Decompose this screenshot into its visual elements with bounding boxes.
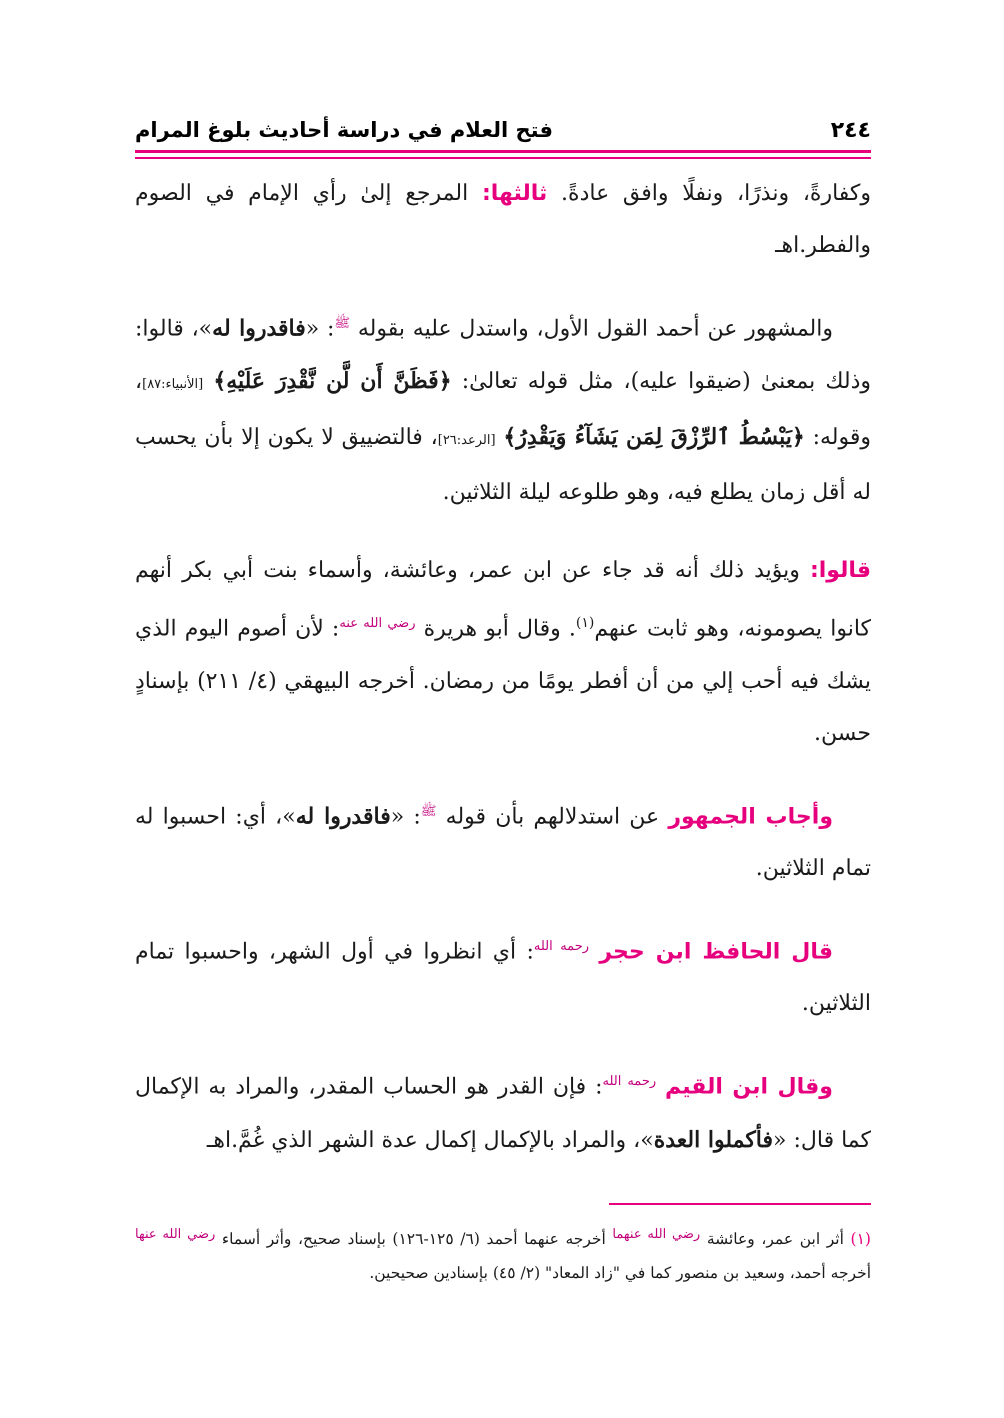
footnotes (135, 1218, 871, 1290)
header-rule-thick (135, 150, 871, 153)
footnote-separator (609, 1203, 871, 1205)
text: »، والمراد بالإكمال إكمال عدة الشهر الذي غُمَّ.اهـ (206, 1127, 654, 1153)
label-thalithuha: ثالثها: (481, 181, 548, 206)
verse-reference: [الأنبياء:٨٧] (142, 377, 204, 393)
page-header (135, 112, 871, 148)
honorific-glyph: ﷺ (334, 316, 351, 331)
text: ، فالتضييق لا يكون إلا بأن يحسب له أقل زمان يطلع فيه، وهو طلوعه ليلة الثلاثين. (135, 425, 871, 506)
honorific-glyph: رضي الله عنه (339, 616, 416, 632)
text: : « (305, 316, 335, 342)
text: أثر ابن عمر، وعائشة (706, 1230, 844, 1249)
paragraph-2 (135, 298, 871, 519)
hadith-quote: فاقدروا له (295, 802, 391, 829)
footnote-marker[interactable]: (١) (575, 615, 595, 632)
label-ibn-hajar: قال الحافظ ابن حجر (599, 939, 833, 965)
text: : لأن أصوم اليوم الذي يشك فيه أحب إلي من أن أفطر يومًا من رمضان. أخرجه البيهقي (٤/ ٢١١) بإسنادٍ حسن. (135, 616, 871, 746)
hadith-quote: فاقدروا له (212, 315, 306, 342)
text: : أي انظروا في أول الشهر، واحسبوا تمام الثلاثين. (135, 939, 871, 1017)
text: : فإن القدر هو الحساب المقدر، والمراد به الإكمال كما قال: « (135, 1074, 871, 1153)
paragraph-5 (135, 921, 871, 1030)
quran-verse: ﴿فَظَنَّ أَن لَّن نَّقْدِرَ عَلَيْهِ﴾ (213, 368, 452, 395)
footnote-1 (135, 1218, 871, 1290)
header-rule-thin (135, 157, 871, 159)
text: : « (390, 803, 421, 829)
paragraph-6 (135, 1056, 871, 1166)
text: ويؤيد ذلك أنه قد جاء عن ابن عمر، وعائشة، وأسماء بنت أبي بكر أنهم كانوا يصومونه، وهو ثابت عنهم (135, 558, 871, 642)
text: المرجع إلىٰ رأي الإمام في الصوم والفطر.اهـ (135, 181, 871, 258)
text: أخرجه أحمد، وسعيد بن منصور كما في "زاد المعاد" (٢/ ٤٥) بإسنادين صحيحين. (369, 1264, 871, 1283)
honorific-glyph: رحمه الله (602, 1074, 657, 1090)
paragraph-4 (135, 786, 871, 895)
text: عن استدلالهم بأن قوله (445, 803, 660, 829)
book-title: فتح العلام في دراسة أحاديث بلوغ المرام (135, 118, 553, 142)
page-number: ٢٤٤ (830, 117, 871, 143)
label-ibn-qayyim: وقال ابن القيم (665, 1074, 833, 1100)
quran-verse: ﴿يَبْسُطُ ٱلرِّزْقَ لِمَن يَشَآءُ وَيَقْدِرُ﴾ (503, 424, 805, 451)
main-text (135, 168, 871, 1193)
label-qalu: قالوا: (809, 558, 871, 584)
honorific-glyph: رحمه الله (533, 938, 590, 954)
honorific-glyph: ﷺ (420, 803, 437, 819)
honorific-glyph: رضي الله عنها (135, 1227, 216, 1242)
text: والمشهور عن أحمد القول الأول، واستدل عليه بقوله (357, 316, 834, 342)
paragraph-1 (135, 168, 871, 272)
text: »، أي: احسبوا له تمام الثلاثين. (135, 803, 871, 881)
text: أخرجه عنهما أحمد (٦/ ١٢٥-١٢٦) بإسناد صحيح، وأثر أسماء (221, 1230, 606, 1249)
footnote-number: (١) (850, 1230, 871, 1249)
text: . وقال أبو هريرة (423, 616, 576, 642)
label-jumhur: وأجاب الجمهور (668, 803, 833, 829)
text: »، قالوا: وذلك بمعنىٰ (ضيقوا عليه)، مثل قوله تعالىٰ: (135, 316, 872, 395)
text: ، وقوله: (135, 369, 871, 451)
text: وكفارةً، ونذرًا، ونفلًا وافق عادةً. (561, 181, 872, 206)
hadith-quote: فأكملوا العدة (653, 1126, 774, 1153)
paragraph-3 (135, 545, 871, 759)
honorific-glyph: رضي الله عنهما (612, 1227, 701, 1242)
verse-reference: [الرعد:٢٦] (437, 433, 496, 449)
